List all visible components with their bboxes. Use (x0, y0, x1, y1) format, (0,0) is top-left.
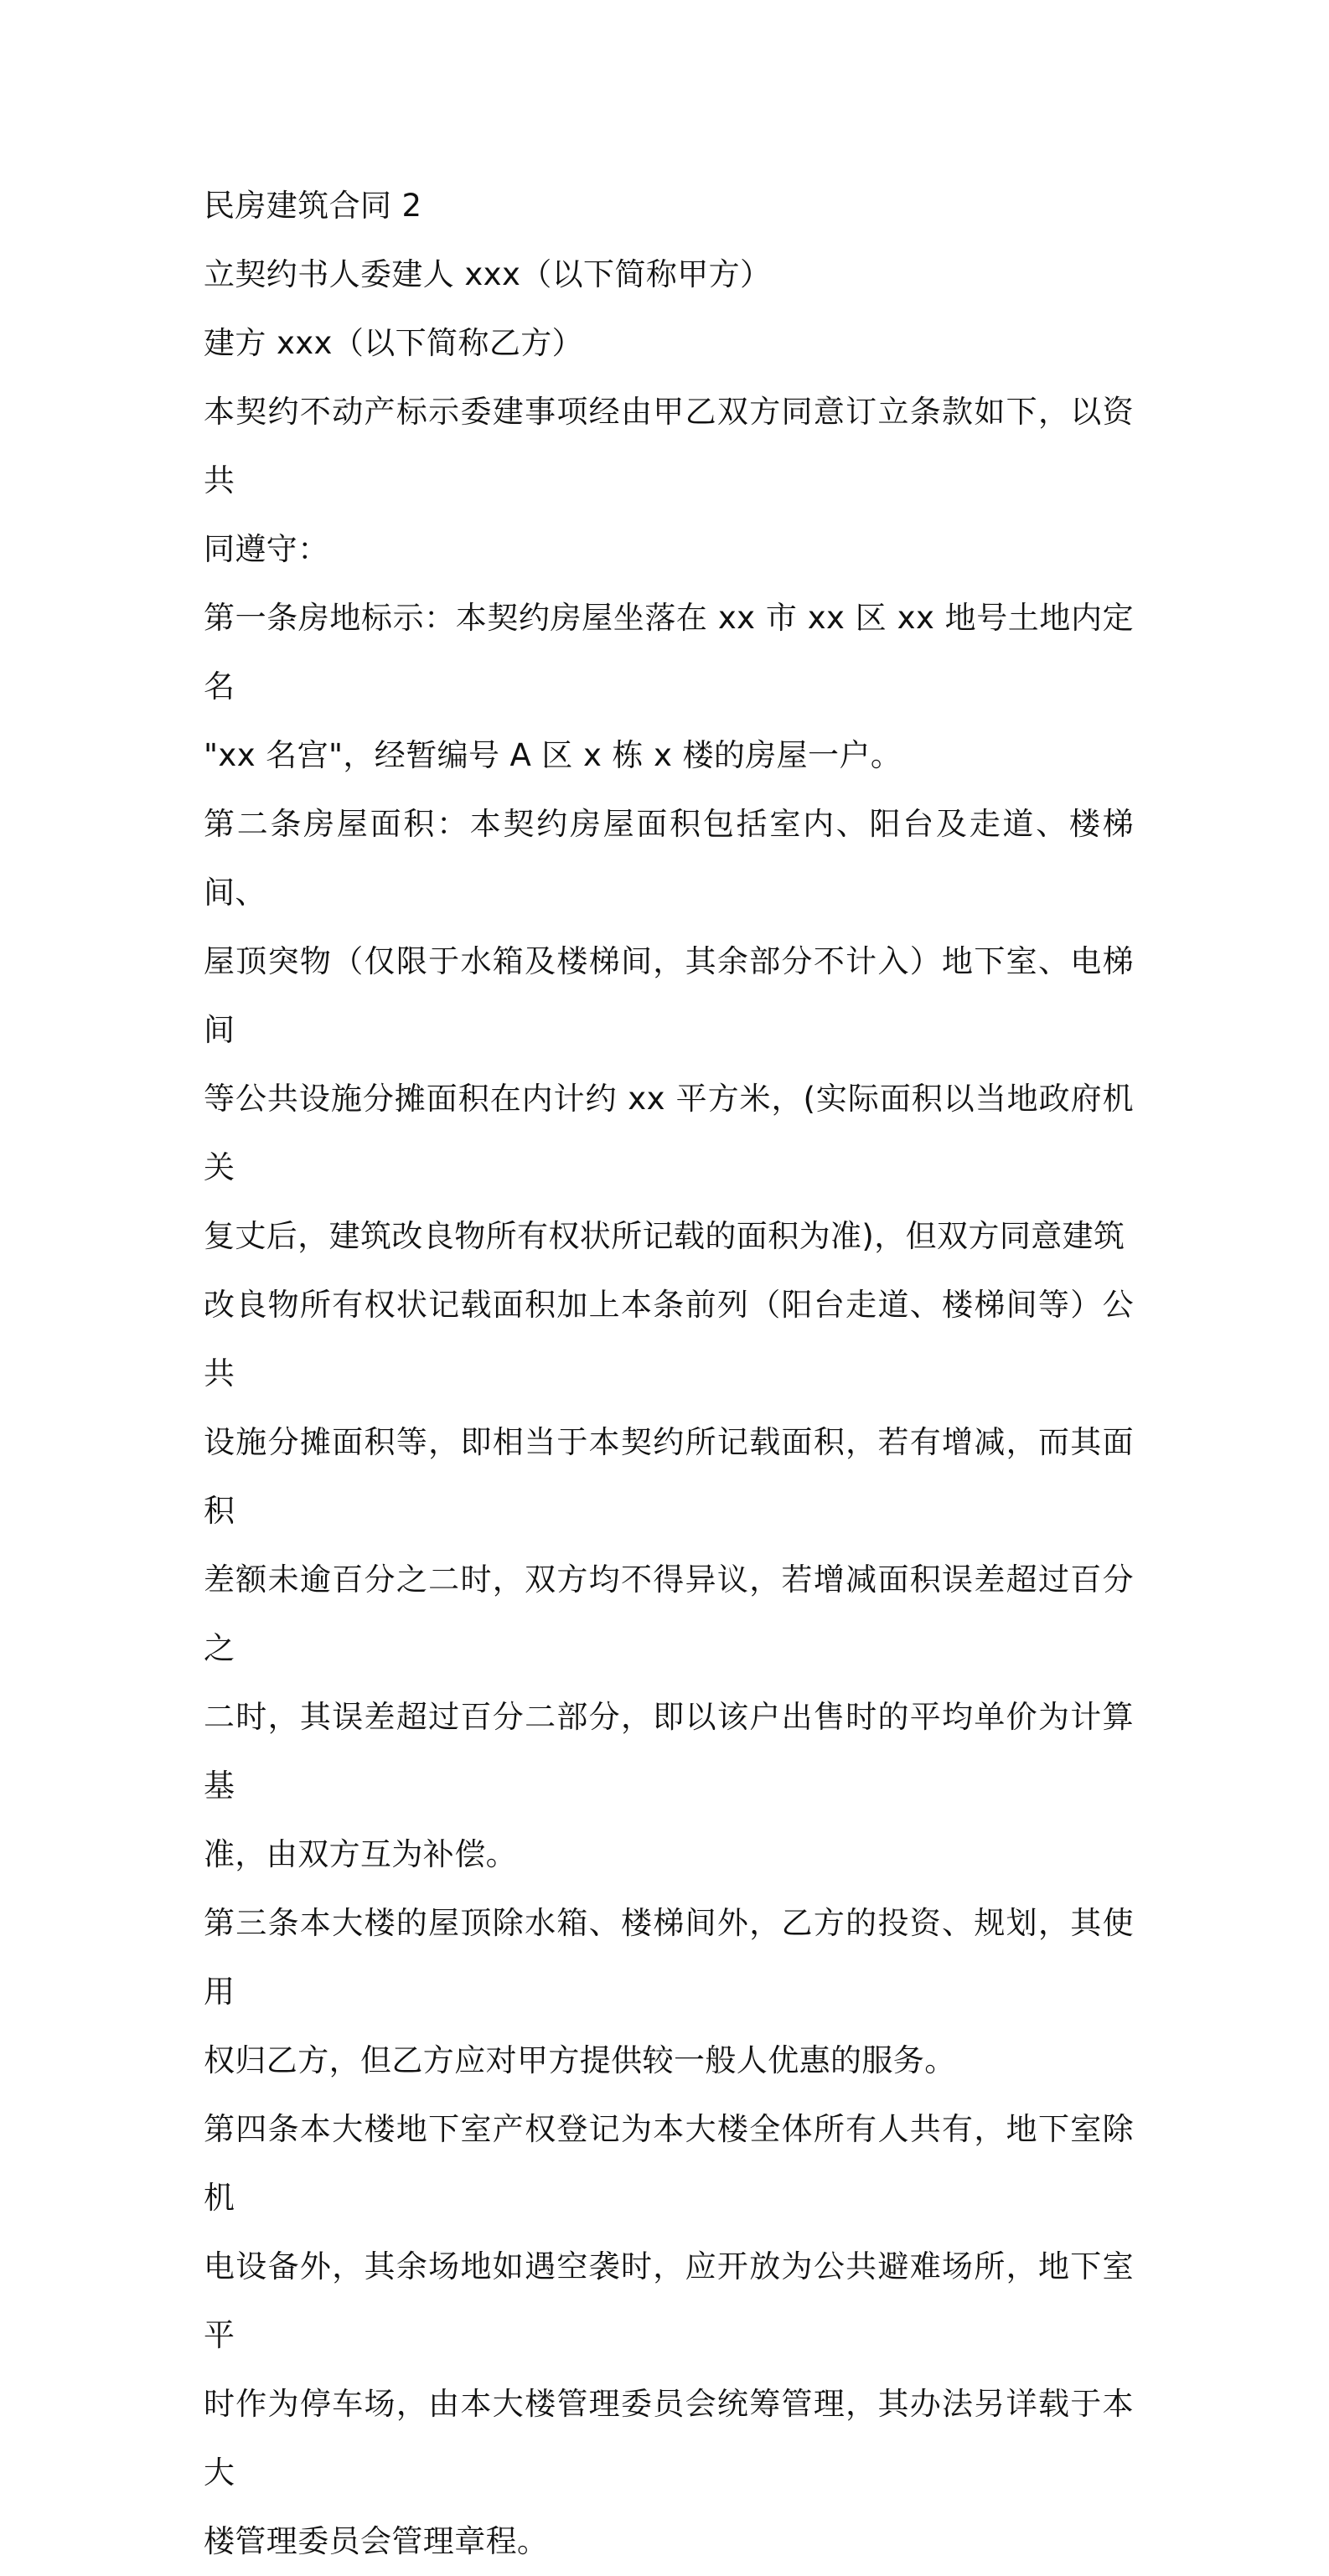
article-3-paragraph: 第三条本大楼的屋顶除水箱、楼梯间外，乙方的投资、规划，其使用 权归乙方，但乙方应对甲方提供较一般人优惠的服务。 (204, 1905, 1134, 2078)
preamble-paragraph: 本契约不动产标示委建事项经由甲乙双方同意订立条款如下，以资共 同遵守： (204, 394, 1134, 567)
document-body (204, 172, 1134, 2576)
document-title: 民房建筑合同 2 (204, 188, 422, 224)
article-1-paragraph: 第一条房地标示：本契约房屋坐落在 xx 市 xx 区 xx 地号土地内定名 "xx 名宫"，经暂编号 A 区 x 栋 x 楼的房屋一户。 (204, 600, 1134, 773)
article-4-paragraph: 第四条本大楼地下室产权登记为本大楼全体所有人共有，地下室除机 电设备外，其余场地如遇空袭时，应开放为公共避难场所，地下室平 时作为停车场，由本大楼管理委员会统筹管理，其办法另详载于本大 楼管理委员会管理章程。 (204, 2111, 1134, 2559)
party-b-line: 建方 xxx（以下简称乙方） (204, 325, 584, 361)
article-2-paragraph: 第二条房屋面积：本契约房屋面积包括室内、阳台及走道、楼梯间、 屋顶突物（仅限于水箱及楼梯间，其余部分不计入）地下室、电梯间 等公共设施分摊面积在内计约 xx 平方米，(实际面积以当地政府机关 复丈后，建筑改良物所有权状所记载的面积为准)，但双方同意建筑 改良物所有权状记载面积加上本条前列（阳台走道、楼梯间等）公共 设施分摊面积等，即相当于本契约所记载面积，若有增减，而其面积 差额未逾百分之二时，双方均不得异议，若增减面积误差超过百分之 二时，其误差超过百分二部分，即以该户出售时的平均单价为计算基 准，由双方互为补偿。 (204, 806, 1134, 1872)
party-a-line: 立契约书人委建人 xxx（以下简称甲方） (204, 256, 772, 292)
